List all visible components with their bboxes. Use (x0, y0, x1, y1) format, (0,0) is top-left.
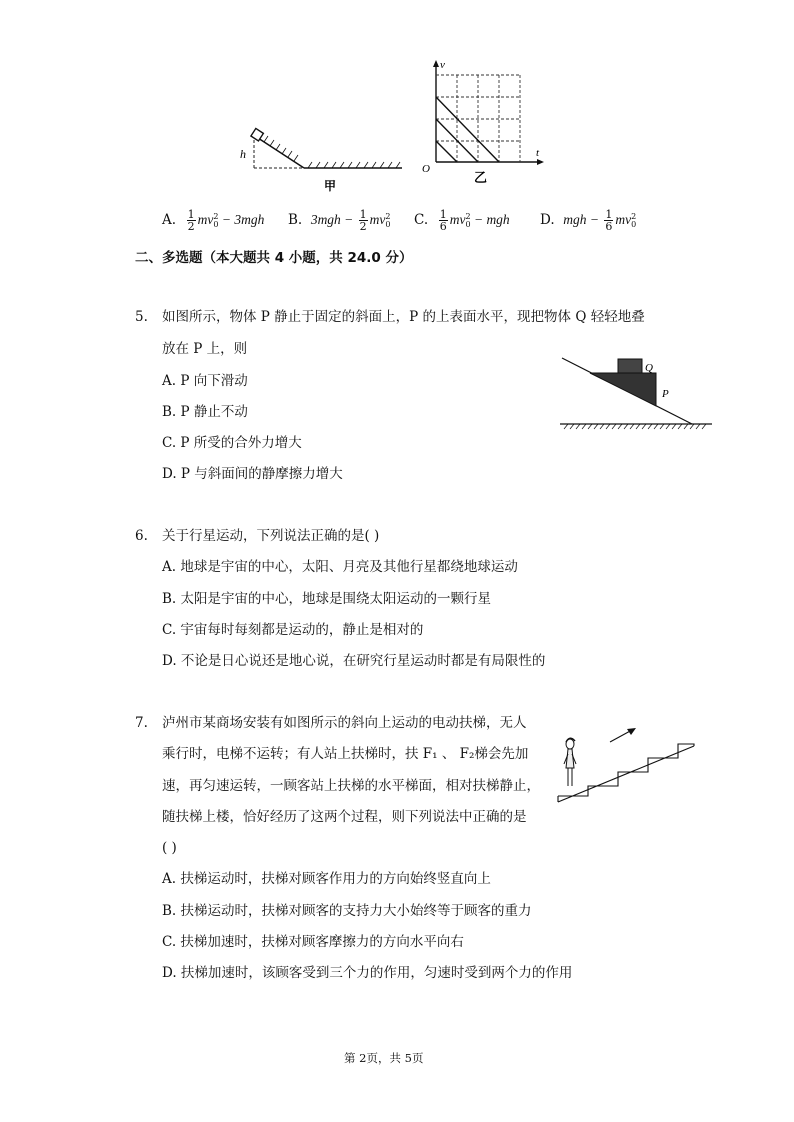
q5-option-b[interactable]: B. P 静止不动 (162, 404, 248, 420)
q6-option-d[interactable]: D. 不论是日心说还是地心说，在研究行星运动时都是有局限性的 (162, 653, 546, 669)
q7-number: 7. (135, 715, 148, 731)
q6-stem: 关于行星运动，下列说法正确的是( ) (162, 528, 380, 544)
vt-graph-figure (418, 58, 554, 188)
q7-option-a[interactable]: A. 扶梯运动时，扶梯对顾客作用力的方向始终竖直向上 (162, 871, 491, 887)
q5-stem-line1: 如图所示，物体 P 静止于固定的斜面上，P 的上表面水平，现把物体 Q 轻轻地叠 (162, 309, 645, 325)
q5-number: 5. (135, 309, 148, 325)
block-q-label: Q (645, 362, 653, 374)
block-q (618, 359, 642, 373)
vt-origin-label: O (422, 163, 430, 175)
incline-figure (236, 126, 408, 194)
q6-option-b[interactable]: B. 太阳是宇宙的中心，地球是围绕太阳运动的一颗行星 (162, 591, 492, 607)
q7-stem-line2: 乘行时，电梯不运转；有人站上扶梯时，扶 F₁ 、 F₂梯会先加 (162, 746, 529, 762)
block-p-label: P (662, 388, 669, 400)
q4-option-b[interactable]: B. 3mgh − $\frac{1}{2}$ mv 2 0 (288, 208, 391, 233)
q7-stem-line3: 速，再匀速运转，一顾客站上扶梯的水平梯面，相对扶梯静止， (162, 778, 540, 794)
q5-option-c[interactable]: C. P 所受的合外力增大 (162, 435, 302, 451)
incline-figure-label: 甲 (324, 179, 337, 193)
q4-option-d[interactable]: D. mgh − $\frac{1}{6}$ mv 2 0 (540, 208, 637, 233)
q4-option-c[interactable]: C. $\frac{1}{6}$ mv 2 0 − mgh (414, 208, 510, 233)
vt-line-3 (436, 141, 457, 162)
escalator-figure (552, 718, 698, 804)
q7-stem-line4: 随扶梯上楼，恰好经历了这两个过程，则下列说法中正确的是 (162, 809, 527, 825)
page-footer: 第 2页，共 5页 (344, 1051, 424, 1065)
q6-number: 6. (135, 528, 148, 544)
fraction: $\frac{1}{2}$ (359, 208, 367, 233)
q5-option-a[interactable]: A. P 向下滑动 (162, 373, 248, 389)
q6-option-a[interactable]: A. 地球是宇宙的中心，太阳、月亮及其他行星都绕地球运动 (162, 559, 518, 575)
q6-option-c[interactable]: C. 宇宙每时每刻都是运动的，静止是相对的 (162, 622, 424, 638)
fraction: $\frac{1}{6}$ (605, 208, 613, 233)
q5-stem-line2: 放在 P 上，则 (162, 341, 248, 357)
q7-option-b[interactable]: B. 扶梯运动时，扶梯对顾客的支持力大小始终等于顾客的重力 (162, 903, 532, 919)
block-p (590, 373, 656, 406)
vt-figure-label: 乙 (474, 170, 488, 185)
q7-stem-line1: 泸州市某商场安装有如图所示的斜向上运动的电动扶梯，无人 (162, 715, 527, 731)
incline-h-label: h (240, 147, 246, 161)
vt-v-label: v (440, 59, 445, 71)
q7-option-c[interactable]: C. 扶梯加速时，扶梯对顾客摩擦力的方向水平向右 (162, 934, 464, 950)
q7-option-d[interactable]: D. 扶梯加速时，该顾客受到三个力的作用，匀速时受到两个力的作用 (162, 965, 573, 981)
vt-t-label: t (536, 147, 540, 159)
fraction: $\frac{1}{6}$ (439, 208, 447, 233)
blocks-incline-figure (556, 354, 716, 434)
customer-icon (564, 738, 576, 786)
fraction: $\frac{1}{2}$ (187, 208, 195, 233)
q5-option-d[interactable]: D. P 与斜面间的静摩擦力增大 (162, 466, 343, 482)
q7-stem-line5: ( ) (162, 840, 177, 856)
q4-option-a[interactable]: A. $\frac{1}{2}$ mv 2 0 − 3mgh (162, 208, 265, 233)
section-heading: 二、多选题（本大题共 4 小题，共 24.0 分） (135, 250, 413, 266)
